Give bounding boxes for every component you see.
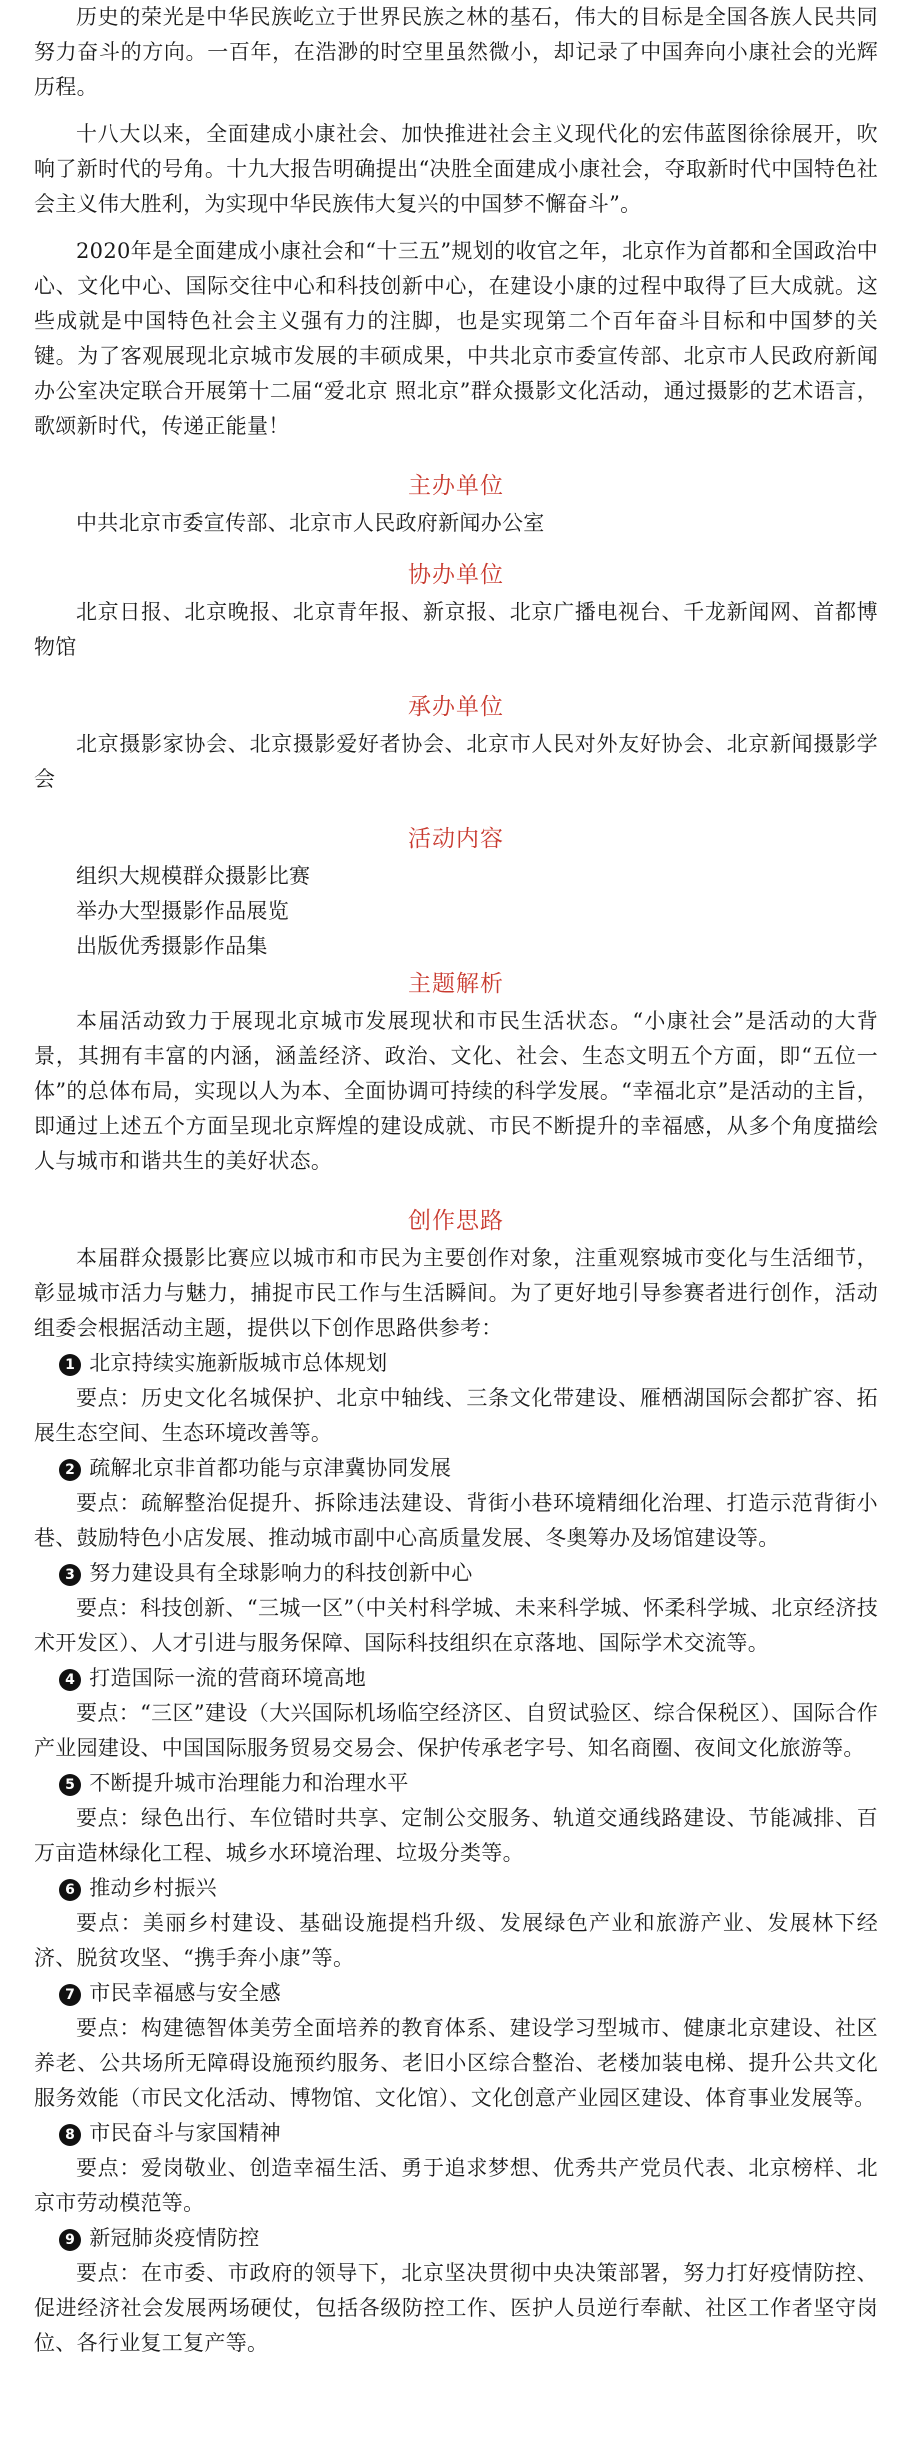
heading-creative-ideas: 创作思路 [408,1208,504,1234]
number-badge-icon: 9 [59,2229,81,2251]
idea-item-body: 要点：爱岗敬业、创造幸福生活、勇于追求梦想、优秀共产党员代表、北京榜样、北京市劳动模范等。 [34,2156,878,2215]
idea-title-text: 努力建设具有全球影响力的科技创新中心 [89,1561,473,1585]
idea-item-title [34,1976,878,2011]
intro-paragraph-2: 十八大以来，全面建成小康社会、加快推进社会主义现代化的宏伟蓝图徐徐展开，吹响了新时代的号角。十九大报告明确提出“决胜全面建成小康社会，夺取新时代中国特色社会主义伟大胜利，为实现中华民族伟大复兴的中国梦不懈奋斗”。 [34,122,878,216]
idea-item-body: 要点：绿色出行、车位错时共享、定制公交服务、轨道交通线路建设、节能减排、百万亩造林绿化工程、城乡水环境治理、垃圾分类等。 [34,1806,878,1865]
intro-paragraph-3: 2020年是全面建成小康社会和“十三五”规划的收官之年，北京作为首都和全国政治中心、文化中心、国际交往中心和科技创新中心，在建设小康的过程中取得了巨大成就。这些成就是中国特色社会主义强有力的注脚，也是实现第二个百年奋斗目标和中国梦的关键。为了客观展现北京城市发展的丰硕成果，中共北京市委宣传部、北京市人民政府新闻办公室决定联合开展第十二届“爱北京 照北京”群众摄影文化活动，通过摄影的艺术语言，歌颂新时代，传递正能量！ [34,239,878,438]
idea-item-title [34,2116,878,2151]
idea-item-body: 要点：“三区”建设（大兴国际机场临空经济区、自贸试验区、综合保税区）、国际合作产业园建设、中国国际服务贸易交易会、保护传承老字号、知名商圈、夜间文化旅游等。 [34,1701,878,1760]
idea-item-body: 要点：构建德智体美劳全面培养的教育体系、建设学习型城市、健康北京建设、社区养老、公共场所无障碍设施预约服务、老旧小区综合整治、老楼加装电梯、提升公共文化服务效能（市民文化活动、博物馆、文化馆）、文化创意产业园区建设、体育事业发展等。 [34,2016,878,2110]
heading-activity-content: 活动内容 [408,826,504,852]
idea-title-text: 疏解北京非首都功能与京津冀协同发展 [89,1456,452,1480]
sponsor-text: 中共北京市委宣传部、北京市人民政府新闻办公室 [76,511,545,535]
idea-item-title [34,1661,878,1696]
number-badge-icon: 5 [59,1774,81,1796]
idea-item-title [34,1766,878,1801]
idea-item-body: 要点：在市委、市政府的领导下，北京坚决贯彻中央决策部署，努力打好疫情防控、促进经济社会发展两场硬仗，包括各级防控工作、医护人员逆行奉献、社区工作者坚守岗位、各行业复工复产等。 [34,2261,878,2355]
idea-title-text: 市民奋斗与家国精神 [89,2121,281,2145]
idea-item-title [34,1871,878,1906]
idea-title-text: 市民幸福感与安全感 [89,1981,281,2005]
activity-item: 组织大规模群众摄影比赛 [76,864,311,888]
idea-title-text: 北京持续实施新版城市总体规划 [89,1351,388,1375]
activity-item: 举办大型摄影作品展览 [76,899,289,923]
idea-item-title [34,1346,878,1381]
idea-item-title [34,1451,878,1486]
number-badge-icon: 1 [59,1354,81,1376]
undertaker-text: 北京摄影家协会、北京摄影爱好者协会、北京市人民对外友好协会、北京新闻摄影学会 [34,732,878,791]
theme-text: 本届活动致力于展现北京城市发展现状和市民生活状态。“小康社会”是活动的大背景，其拥有丰富的内涵，涵盖经济、政治、文化、社会、生态文明五个方面，即“五位一体”的总体布局，实现以人为本、全面协调可持续的科学发展。“幸福北京”是活动的主旨，即通过上述五个方面呈现北京辉煌的建设成就、市民不断提升的幸福感，从多个角度描绘人与城市和谐共生的美好状态。 [34,1009,878,1173]
idea-list [34,1346,878,2361]
heading-theme: 主题解析 [408,971,504,997]
heading-co-organizer: 协办单位 [408,562,504,588]
number-badge-icon: 8 [59,2124,81,2146]
activity-item: 出版优秀摄影作品集 [76,934,268,958]
heading-sponsor: 主办单位 [408,473,504,499]
number-badge-icon: 2 [59,1459,81,1481]
number-badge-icon: 3 [59,1564,81,1586]
idea-title-text: 不断提升城市治理能力和治理水平 [89,1771,409,1795]
idea-item-title [34,1556,878,1591]
idea-item-title [34,2221,878,2256]
number-badge-icon: 6 [59,1879,81,1901]
idea-item-body: 要点：科技创新、“三城一区”（中关村科学城、未来科学城、怀柔科学城、北京经济技术开发区）、人才引进与服务保障、国际科技组织在京落地、国际学术交流等。 [34,1596,878,1655]
co-organizer-text: 北京日报、北京晚报、北京青年报、新京报、北京广播电视台、千龙新闻网、首都博物馆 [34,600,878,659]
idea-title-text: 打造国际一流的营商环境高地 [89,1666,367,1690]
idea-item-body: 要点：美丽乡村建设、基础设施提档升级、发展绿色产业和旅游产业、发展林下经济、脱贫攻坚、“携手奔小康”等。 [34,1911,878,1970]
idea-title-text: 推动乡村振兴 [89,1876,217,1900]
intro-paragraph-1: 历史的荣光是中华民族屹立于世界民族之林的基石，伟大的目标是全国各族人民共同努力奋斗的方向。一百年，在浩渺的时空里虽然微小，却记录了中国奔向小康社会的光辉历程。 [34,5,878,99]
heading-undertaker: 承办单位 [408,694,504,720]
number-badge-icon: 7 [59,1984,81,2006]
ideas-intro: 本届群众摄影比赛应以城市和市民为主要创作对象，注重观察城市变化与生活细节，彰显城市活力与魅力，捕捉市民工作与生活瞬间。为了更好地引导参赛者进行创作，活动组委会根据活动主题，提供以下创作思路供参考： [34,1246,878,1340]
idea-item-body: 要点：疏解整治促提升、拆除违法建设、背街小巷环境精细化治理、打造示范背街小巷、鼓励特色小店发展、推动城市副中心高质量发展、冬奥筹办及场馆建设等。 [34,1491,878,1550]
idea-item-body: 要点：历史文化名城保护、北京中轴线、三条文化带建设、雁栖湖国际会都扩容、拓展生态空间、生态环境改善等。 [34,1386,878,1445]
number-badge-icon: 4 [59,1669,81,1691]
idea-title-text: 新冠肺炎疫情防控 [89,2226,260,2250]
